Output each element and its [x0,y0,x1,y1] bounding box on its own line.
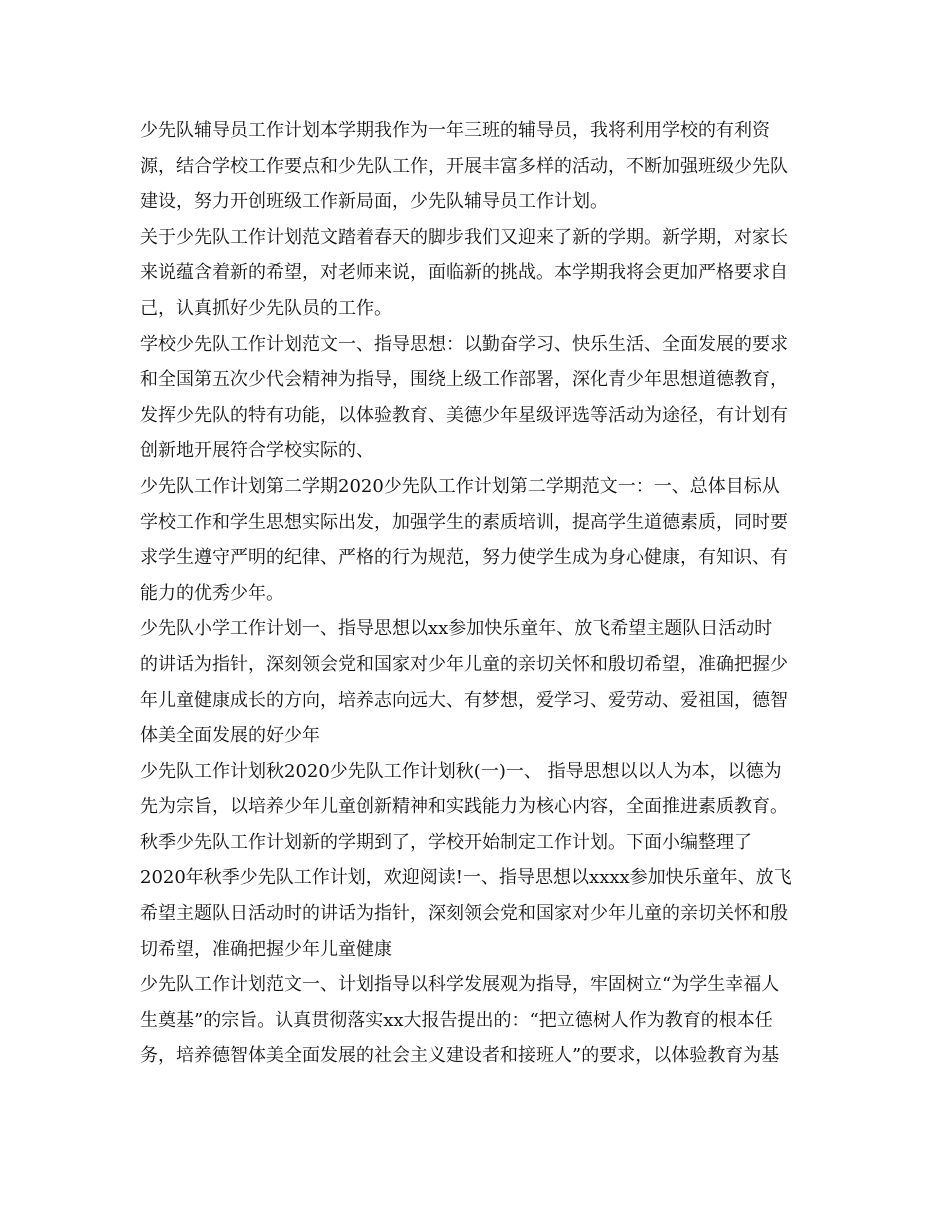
text-line: 和全国第五次少代会精神为指导，围绕上级工作部署，深化青少年思想道德教育， [140,369,788,391]
text-line: 秋季少先队工作计划新的学期到了，学校开始制定工作计划。下面小编整理了 [140,831,752,853]
text-line: 年儿童健康成长的方向，培养志向远大、有梦想，爱学习、爱劳动、爱祖国，德智 [140,689,788,711]
text-line: 己，认真抓好少先队员的工作。 [140,297,392,319]
text-line: 求学生遵守严明的纪律、严格的行为规范，努力使学生成为身心健康，有知识、有 [140,547,788,569]
text-line: 少先队工作计划范文一、计划指导以科学发展观为指导，牢固树立“为学生幸福人 [140,974,780,996]
text-line: 学校工作和学生思想实际出发，加强学生的素质培训，提高学生道德素质，同时要 [140,511,788,533]
text-line: 关于少先队工作计划范文踏着春天的脚步我们又迎来了新的学期。新学期，对家长 [140,226,788,248]
text-line: 能力的优秀少年。 [140,582,284,604]
text-line: 切希望，准确把握少年儿童健康 [140,938,392,960]
text-line: 体美全面发展的好少年 [140,725,320,747]
text-line: 生奠基”的宗旨。认真贯彻落实xx大报告提出的：“把立德树人作为教育的根本任 [140,1009,773,1031]
text-line: 的讲话为指针，深刻领会党和国家对少年儿童的亲切关怀和殷切希望，准确把握少 [140,653,788,675]
text-line: 少先队小学工作计划一、指导思想以xx参加快乐童年、放飞希望主题队日活动时 [140,618,773,640]
text-line: 发挥少先队的特有功能，以体验教育、美德少年星级评选等活动为途径，有计划有 [140,404,788,426]
text-line: 源，结合学校工作要点和少先队工作，开展丰富多样的活动，不断加强班级少先队 [140,155,788,177]
text-line: 务，培养德智体美全面发展的社会主义建设者和接班人”的要求，以体验教育为基 [140,1045,780,1067]
text-line: 创新地开展符合学校实际的、 [140,440,374,462]
text-line: 少先队工作计划秋2020少先队工作计划秋(一)一、 指导思想以以人为本，以德为 [140,760,782,782]
text-line: 希望主题队日活动时的讲话为指针，深刻领会党和国家对少年儿童的亲切关怀和殷 [140,903,788,925]
document-body [140,113,812,1074]
text-line: 先为宗旨，以培养少年儿童创新精神和实践能力为核心内容，全面推进素质教育。 [140,796,788,818]
text-line: 学校少先队工作计划范文一、指导思想：以勤奋学习、快乐生活、全面发展的要求 [140,333,788,355]
text-line: 少先队工作计划第二学期2020少先队工作计划第二学期范文一：一、总体目标从 [140,475,780,497]
text-line: 建设，努力开创班级工作新局面，少先队辅导员工作计划。 [140,191,608,213]
text-line: 少先队辅导员工作计划本学期我作为一年三班的辅导员，我将利用学校的有利资 [140,120,770,141]
text-line: 来说蕴含着新的希望，对老师来说，面临新的挑战。本学期我将会更加严格要求自 [140,262,788,284]
text-line: 2020年秋季少先队工作计划，欢迎阅读!一、指导思想以xxxx参加快乐童年、放飞 [140,867,792,889]
